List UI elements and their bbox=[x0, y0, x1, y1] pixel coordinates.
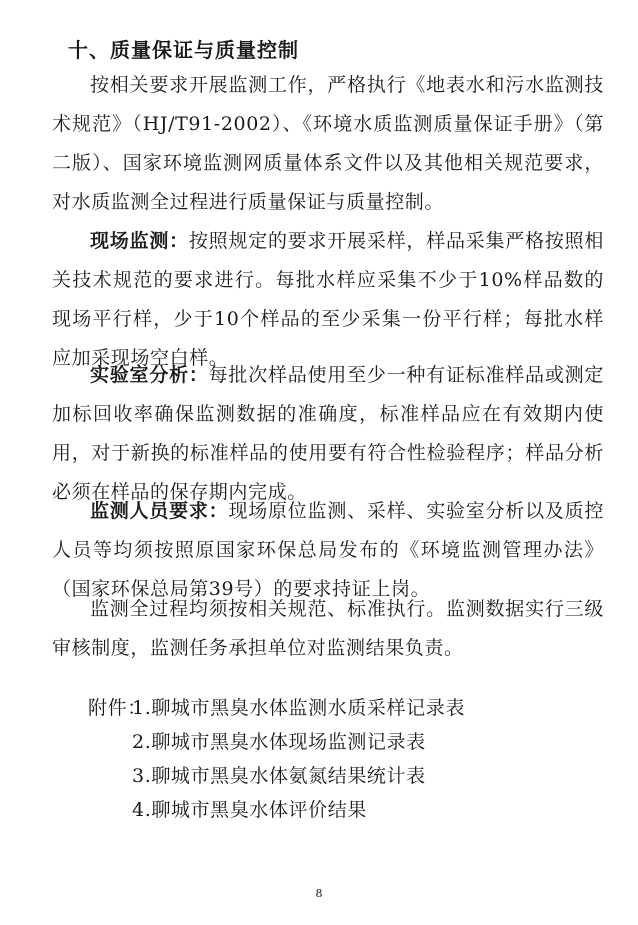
paragraph-text: 每批次样品使用至少一种有证标准样品或测定加标回收率确保监测数据的准确度，标准样品应在有效期内使用，对于新换的标准样品的使用要有符合性检验程序；样品分析必须在样品的保存期内完成。 bbox=[52, 364, 604, 503]
attachment-item bbox=[88, 725, 465, 759]
attachment-title: 2.聊城市黑臭水体现场监测记录表 bbox=[132, 731, 426, 753]
paragraph-lead: 监测人员要求： bbox=[90, 500, 229, 522]
page-number: 8 bbox=[315, 887, 323, 900]
attachment-title: 3.聊城市黑臭水体氨氮结果统计表 bbox=[132, 765, 426, 787]
attachment-title: 4.聊城市黑臭水体评价结果 bbox=[132, 799, 367, 821]
paragraph-text: 现场原位监测、采样、实验室分析以及质控人员等均须按照原国家环保总局发布的《环境监测管理办法》（国家环保总局第39号）的要求持证上岗。 bbox=[52, 500, 604, 600]
paragraph-text: 按相关要求开展监测工作，严格执行《地表水和污水监测技术规范》（HJ/T91-2002）、《环境水质监测质量保证手册》（第二版）、国家环境监测网质量体系文件以及其他相关规范要求，对水质监测全过程进行质量保证与质量控制。 bbox=[52, 74, 604, 213]
attachment-item bbox=[88, 759, 465, 793]
paragraph-text: 监测全过程均须按相关规范、标准执行。监测数据实行三级审核制度，监测任务承担单位对监测结果负责。 bbox=[52, 598, 604, 659]
section-title: 十、质量保证与质量控制 bbox=[68, 38, 299, 62]
attachment-item bbox=[88, 691, 465, 725]
paragraph-lab-analysis bbox=[52, 356, 604, 512]
paragraph-field-monitoring bbox=[52, 222, 604, 378]
paragraph-lead: 现场监测： bbox=[90, 230, 189, 252]
paragraph-text: 按照规定的要求开展采样，样品采集严格按照相关技术规范的要求进行。每批水样应采集不少于10%样品数的现场平行样，少于10个样品的至少采集一份平行样；每批水样应加采现场空白样。 bbox=[52, 230, 604, 369]
attachment-title: 1.聊城市黑臭水体监测水质采样记录表 bbox=[132, 697, 465, 719]
paragraph-summary bbox=[52, 590, 604, 668]
attachments-label: 附件： bbox=[88, 697, 147, 719]
attachments-list bbox=[88, 691, 465, 827]
paragraph-lead: 实验室分析： bbox=[90, 364, 209, 386]
paragraph-intro bbox=[52, 66, 604, 222]
attachment-item bbox=[88, 793, 465, 827]
